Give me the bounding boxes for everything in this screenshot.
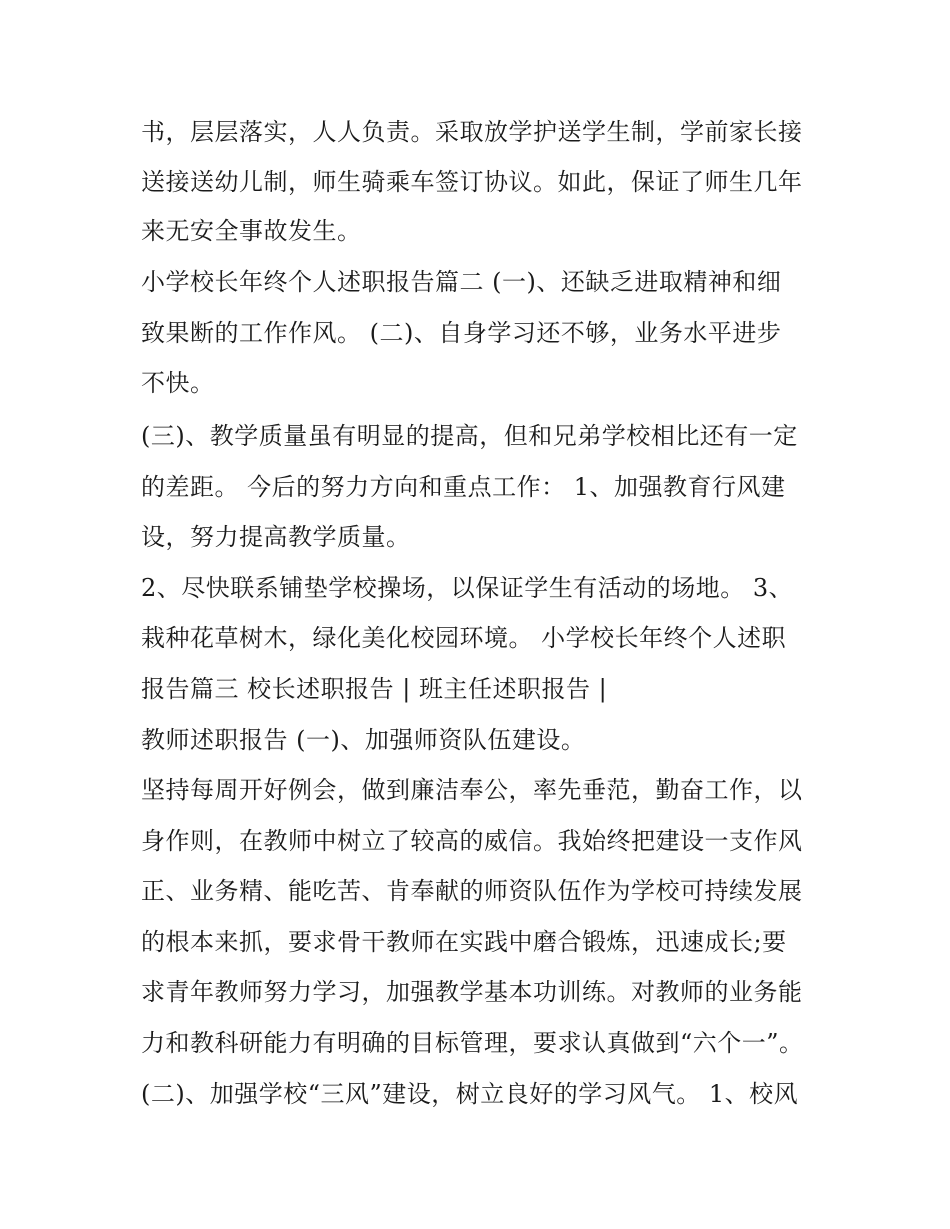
text-line: 的差距。 今后的努力方向和重点工作： 1、加强教育行风建 [141, 473, 786, 501]
text-line: 力和教科研能力有明确的目标管理，要求认真做到“六个一”。 [141, 1029, 804, 1057]
text-line: 来无安全事故发生。 [141, 217, 362, 245]
text-line: 报告篇三 校长述职报告 | 班主任述职报告 | [141, 675, 608, 703]
text-line: 坚持每周开好例会，做到廉洁奉公，率先垂范，勤奋工作，以 [141, 776, 803, 804]
text-line: (三)、教学质量虽有明显的提高，但和兄弟学校相比还有一定 [141, 422, 798, 450]
text-line: (二)、加强学校“三风”建设，树立良好的学习风气。 1、校风 [141, 1080, 799, 1108]
text-line: 小学校长年终个人述职报告篇二 (一)、还缺乏进取精神和细 [141, 268, 782, 296]
text-line: 的根本来抓，要求骨干教师在实践中磨合锻炼，迅速成长;要 [141, 928, 787, 956]
text-line: 身作则，在教师中树立了较高的威信。我始终把建设一支作风 [141, 827, 803, 855]
text-line: 送接送幼儿制，师生骑乘车签订协议。如此，保证了师生几年 [141, 168, 803, 196]
text-line: 求青年教师努力学习，加强教学基本功训练。对教师的业务能 [141, 978, 803, 1006]
text-line: 栽种花草树木，绿化美化校园环境。 小学校长年终个人述职 [141, 624, 787, 652]
text-line: 不快。 [141, 369, 215, 397]
text-line: 书，层层落实，人人负责。采取放学护送学生制，学前家长接 [141, 118, 803, 146]
text-line: 设，努力提高教学质量。 [141, 523, 411, 551]
text-line: 教师述职报告 (一)、加强师资队伍建设。 [141, 726, 586, 754]
text-line: 致果断的工作作风。 (二)、自身学习还不够，业务水平进步 [141, 319, 782, 347]
text-line: 正、业务精、能吃苦、肯奉献的师资队伍作为学校可持续发展 [141, 877, 803, 905]
text-line: 2、尽快联系铺垫学校操场，以保证学生有活动的场地。 3、 [141, 574, 794, 602]
